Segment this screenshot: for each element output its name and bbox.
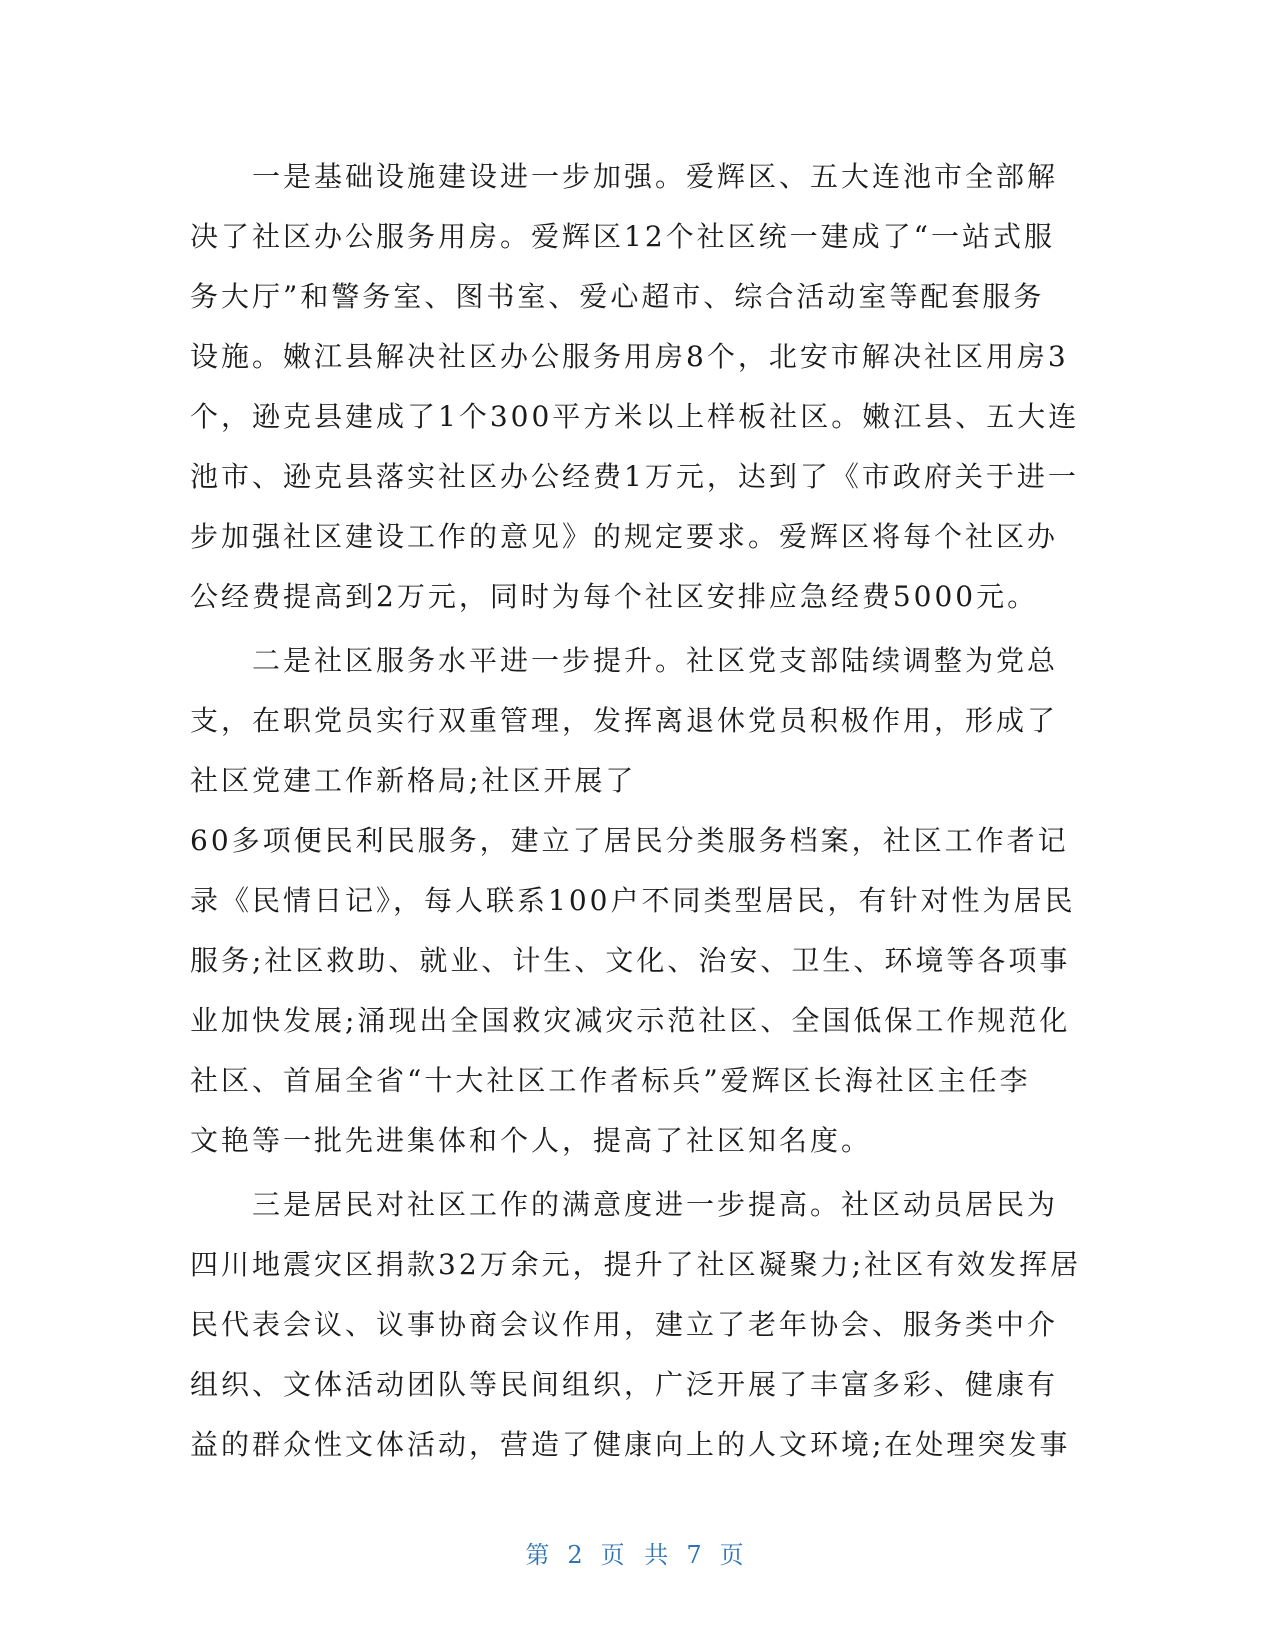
footer-suffix: 页 [719, 1541, 750, 1569]
text-line: 四川地震灾区捐款32万余元，提升了社区凝聚力;社区有效发挥居 [190, 1248, 1082, 1281]
text-line: 设施。嫩江县解决社区办公服务用房8个，北安市解决社区用房3 [190, 340, 1069, 373]
total-pages-number: 7 [686, 1541, 708, 1569]
text-line: 社区、首届全省“十大社区工作者标兵”爱辉区长海社区主任李 [190, 1064, 1031, 1097]
text-line: 支，在职党员实行双重管理，发挥离退休党员积极作用，形成了 [190, 704, 1059, 737]
text-line: 组织、文体活动团队等民间组织，广泛开展了丰富多彩、健康有 [190, 1368, 1059, 1401]
text-line: 社区党建工作新格局;社区开展了 [190, 764, 637, 797]
text-line: 二是社区服务水平进一步提升。社区党支部陆续调整为党总 [252, 644, 1059, 677]
text-line: 三是居民对社区工作的满意度进一步提高。社区动员居民为 [252, 1188, 1059, 1221]
text-line: 服务;社区救助、就业、计生、文化、治安、卫生、环境等各项事 [190, 944, 1071, 977]
footer-middle: 页 共 [600, 1541, 675, 1569]
body-text [190, 147, 1090, 1475]
current-page-number: 2 [567, 1541, 589, 1569]
text-line: 决了社区办公服务用房。爱辉区12个社区统一建成了“一站式服 [190, 220, 1055, 253]
text-line: 步加强社区建设工作的意见》的规定要求。爱辉区将每个社区办 [190, 520, 1059, 553]
text-line: 录《民情日记》，每人联系100户不同类型居民，有针对性为居民 [190, 884, 1076, 917]
text-line: 益的群众性文体活动，营造了健康向上的人文环境;在处理突发事 [190, 1428, 1071, 1461]
text-line: 务大厅”和警务室、图书室、爱心超市、综合活动室等配套服务 [190, 280, 1045, 313]
page-footer [0, 1535, 1275, 1570]
text-line: 公经费提高到2万元，同时为每个社区安排应急经费5000元。 [190, 580, 1039, 613]
text-line: 业加快发展;涌现出全国救灾减灾示范社区、全国低保工作规范化 [190, 1004, 1071, 1037]
text-line: 民代表会议、议事协商会议作用，建立了老年协会、服务类中介 [190, 1308, 1059, 1341]
text-line: 文艳等一批先进集体和个人，提高了社区知名度。 [190, 1124, 873, 1157]
text-line: 一是基础设施建设进一步加强。爱辉区、五大连池市全部解 [252, 160, 1059, 193]
text-line: 个，逊克县建成了1个300平方米以上样板社区。嫩江县、五大连 [190, 400, 1080, 433]
text-line: 60多项便民利民服务，建立了居民分类服务档案，社区工作者记 [190, 824, 1069, 857]
footer-prefix: 第 [525, 1541, 556, 1569]
text-line: 池市、逊克县落实社区办公经费1万元，达到了《市政府关于进一 [190, 460, 1079, 493]
